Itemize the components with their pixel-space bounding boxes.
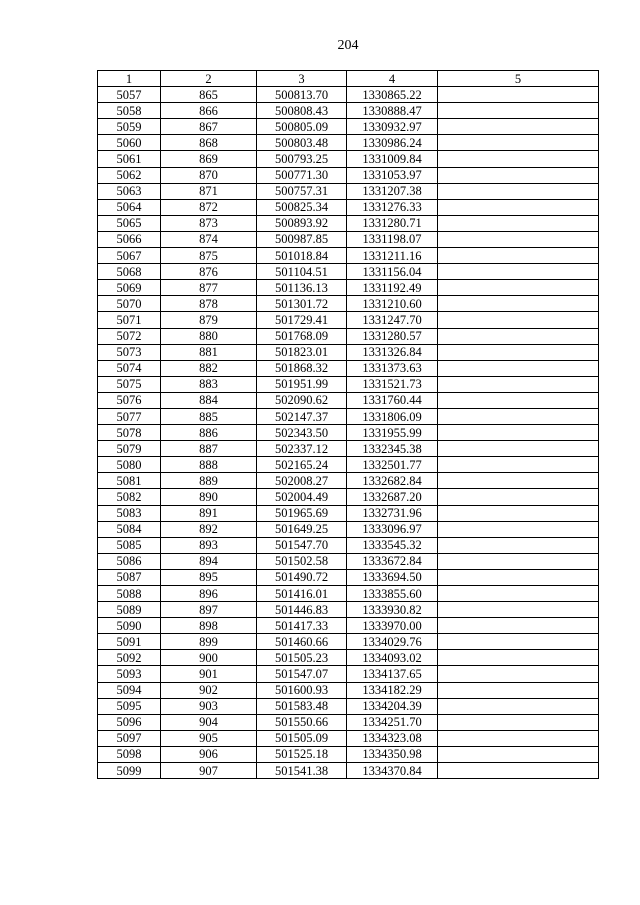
table-cell: 5080: [98, 457, 161, 473]
table-cell: 501446.83: [257, 602, 347, 618]
table-cell: 501018.84: [257, 248, 347, 264]
table-cell: 888: [161, 457, 257, 473]
table-cell: [438, 763, 599, 779]
table-cell: [438, 87, 599, 103]
table-cell: 502090.62: [257, 392, 347, 408]
table-cell: 5066: [98, 231, 161, 247]
table-cell: 5075: [98, 376, 161, 392]
table-cell: 868: [161, 135, 257, 151]
table-cell: 1334251.70: [347, 714, 438, 730]
table-cell: 5078: [98, 425, 161, 441]
table-cell: 871: [161, 183, 257, 199]
table-cell: 1332501.77: [347, 457, 438, 473]
table-cell: 904: [161, 714, 257, 730]
table-row: [98, 167, 599, 183]
table-cell: 501868.32: [257, 360, 347, 376]
table-cell: [438, 650, 599, 666]
table-cell: 1334182.29: [347, 682, 438, 698]
table-cell: 501460.66: [257, 634, 347, 650]
coordinates-table: [97, 70, 599, 779]
table-cell: 500803.48: [257, 135, 347, 151]
table-cell: 899: [161, 634, 257, 650]
table-cell: [438, 746, 599, 762]
column-header-5: 5: [438, 71, 599, 87]
table-cell: [438, 521, 599, 537]
column-header-1: 1: [98, 71, 161, 87]
table-cell: 900: [161, 650, 257, 666]
table-cell: [438, 312, 599, 328]
table-cell: 5098: [98, 746, 161, 762]
table-cell: 5081: [98, 473, 161, 489]
table-cell: 501505.23: [257, 650, 347, 666]
table-cell: 896: [161, 586, 257, 602]
table-cell: [438, 441, 599, 457]
table-cell: 5077: [98, 408, 161, 424]
table-cell: 878: [161, 296, 257, 312]
table-cell: 5086: [98, 553, 161, 569]
table-cell: [438, 183, 599, 199]
table-row: [98, 682, 599, 698]
table-cell: [438, 489, 599, 505]
column-header-4: 4: [347, 71, 438, 87]
table-cell: [438, 376, 599, 392]
table-cell: 5065: [98, 215, 161, 231]
table-cell: [438, 457, 599, 473]
table-cell: 502337.12: [257, 441, 347, 457]
table-cell: [438, 537, 599, 553]
table-cell: 881: [161, 344, 257, 360]
table-header-row: [98, 71, 599, 87]
table-cell: 5091: [98, 634, 161, 650]
table-row: [98, 296, 599, 312]
table-cell: 502004.49: [257, 489, 347, 505]
table-cell: 872: [161, 199, 257, 215]
table-cell: 5072: [98, 328, 161, 344]
table-cell: 501600.93: [257, 682, 347, 698]
table-row: [98, 231, 599, 247]
table-row: [98, 328, 599, 344]
table-row: [98, 119, 599, 135]
table-cell: 898: [161, 618, 257, 634]
table-cell: 500825.34: [257, 199, 347, 215]
table-cell: 1331211.16: [347, 248, 438, 264]
table-row: [98, 264, 599, 280]
table-cell: 501417.33: [257, 618, 347, 634]
table-cell: 1331760.44: [347, 392, 438, 408]
table-cell: 501525.18: [257, 746, 347, 762]
table-row: [98, 618, 599, 634]
table-cell: [438, 103, 599, 119]
table-row: [98, 505, 599, 521]
table-cell: 5092: [98, 650, 161, 666]
table-cell: 880: [161, 328, 257, 344]
table-cell: [438, 199, 599, 215]
table-cell: 869: [161, 151, 257, 167]
table-cell: 866: [161, 103, 257, 119]
table-cell: 501649.25: [257, 521, 347, 537]
table-cell: 501301.72: [257, 296, 347, 312]
table-cell: 1331009.84: [347, 151, 438, 167]
table-cell: 1334093.02: [347, 650, 438, 666]
table-cell: 1331280.57: [347, 328, 438, 344]
table-cell: [438, 730, 599, 746]
table-cell: 1331247.70: [347, 312, 438, 328]
table-cell: 5058: [98, 103, 161, 119]
table-cell: 5094: [98, 682, 161, 698]
table-cell: 889: [161, 473, 257, 489]
table-cell: 5060: [98, 135, 161, 151]
table-row: [98, 714, 599, 730]
table-row: [98, 569, 599, 585]
table-cell: 501583.48: [257, 698, 347, 714]
table-row: [98, 215, 599, 231]
table-cell: [438, 151, 599, 167]
table-row: [98, 408, 599, 424]
table-cell: 500757.31: [257, 183, 347, 199]
table-cell: [438, 682, 599, 698]
table-row: [98, 746, 599, 762]
table-cell: 501951.99: [257, 376, 347, 392]
table-cell: 867: [161, 119, 257, 135]
table-cell: [438, 408, 599, 424]
table-cell: 501547.70: [257, 537, 347, 553]
table-cell: 1330932.97: [347, 119, 438, 135]
table-cell: [438, 264, 599, 280]
table-cell: 5083: [98, 505, 161, 521]
page-number: 204: [337, 38, 359, 53]
table-cell: 5069: [98, 280, 161, 296]
table-cell: 501505.09: [257, 730, 347, 746]
table-cell: 1331326.84: [347, 344, 438, 360]
table-cell: 905: [161, 730, 257, 746]
table-cell: 897: [161, 602, 257, 618]
table-cell: 1334029.76: [347, 634, 438, 650]
table-cell: 5074: [98, 360, 161, 376]
table-cell: [438, 119, 599, 135]
table-cell: 1330986.24: [347, 135, 438, 151]
table-cell: 5084: [98, 521, 161, 537]
table-cell: [438, 231, 599, 247]
table-row: [98, 392, 599, 408]
table-cell: 5063: [98, 183, 161, 199]
table-cell: 5082: [98, 489, 161, 505]
table-cell: 501768.09: [257, 328, 347, 344]
table-row: [98, 586, 599, 602]
table-cell: 1334370.84: [347, 763, 438, 779]
table-cell: 500771.30: [257, 167, 347, 183]
table-cell: 887: [161, 441, 257, 457]
table-row: [98, 473, 599, 489]
table-cell: 501416.01: [257, 586, 347, 602]
table-row: [98, 151, 599, 167]
table-cell: 1334137.65: [347, 666, 438, 682]
table-cell: 1332345.38: [347, 441, 438, 457]
table-cell: 906: [161, 746, 257, 762]
table-cell: [438, 360, 599, 376]
table-cell: 1331806.09: [347, 408, 438, 424]
table-row: [98, 457, 599, 473]
table-cell: 892: [161, 521, 257, 537]
table-cell: 5093: [98, 666, 161, 682]
table-cell: 883: [161, 376, 257, 392]
table-cell: 500793.25: [257, 151, 347, 167]
table-cell: 1333855.60: [347, 586, 438, 602]
table-cell: 1332731.96: [347, 505, 438, 521]
table-cell: 1331276.33: [347, 199, 438, 215]
table-row: [98, 650, 599, 666]
table-cell: 1331192.49: [347, 280, 438, 296]
table-cell: 5067: [98, 248, 161, 264]
column-header-2: 2: [161, 71, 257, 87]
table-cell: 501502.58: [257, 553, 347, 569]
table-row: [98, 602, 599, 618]
table-cell: 885: [161, 408, 257, 424]
table-row: [98, 425, 599, 441]
table-cell: 890: [161, 489, 257, 505]
table-cell: 1333930.82: [347, 602, 438, 618]
table-cell: 502147.37: [257, 408, 347, 424]
table-cell: 903: [161, 698, 257, 714]
table-row: [98, 553, 599, 569]
table-cell: 874: [161, 231, 257, 247]
table-cell: 1331198.07: [347, 231, 438, 247]
table-row: [98, 634, 599, 650]
table-cell: 5088: [98, 586, 161, 602]
table-row: [98, 763, 599, 779]
table-cell: 1331210.60: [347, 296, 438, 312]
table-row: [98, 521, 599, 537]
table-cell: 500893.92: [257, 215, 347, 231]
table-cell: 1334204.39: [347, 698, 438, 714]
table-cell: 5087: [98, 569, 161, 585]
table-cell: [438, 135, 599, 151]
table-cell: 1333545.32: [347, 537, 438, 553]
table-cell: 1330888.47: [347, 103, 438, 119]
table-cell: [438, 634, 599, 650]
table-cell: 5061: [98, 151, 161, 167]
table-cell: 879: [161, 312, 257, 328]
table-cell: 1331156.04: [347, 264, 438, 280]
table-cell: [438, 392, 599, 408]
table-cell: [438, 553, 599, 569]
table-cell: 1333096.97: [347, 521, 438, 537]
table-row: [98, 183, 599, 199]
table-cell: 5070: [98, 296, 161, 312]
table-row: [98, 199, 599, 215]
table-cell: 1331955.99: [347, 425, 438, 441]
table-cell: [438, 167, 599, 183]
table-cell: 1331280.71: [347, 215, 438, 231]
table-cell: [438, 280, 599, 296]
table-cell: [438, 602, 599, 618]
table-cell: 1331207.38: [347, 183, 438, 199]
table-cell: 501729.41: [257, 312, 347, 328]
table-cell: 501550.66: [257, 714, 347, 730]
table-cell: 1330865.22: [347, 87, 438, 103]
table-row: [98, 441, 599, 457]
table-cell: [438, 505, 599, 521]
table-cell: 1333694.50: [347, 569, 438, 585]
table-cell: 873: [161, 215, 257, 231]
table-cell: 893: [161, 537, 257, 553]
table-cell: 891: [161, 505, 257, 521]
table-cell: 502165.24: [257, 457, 347, 473]
table-cell: [438, 296, 599, 312]
table-cell: 877: [161, 280, 257, 296]
table-cell: 501541.38: [257, 763, 347, 779]
table-cell: 875: [161, 248, 257, 264]
table-row: [98, 248, 599, 264]
column-header-3: 3: [257, 71, 347, 87]
table-cell: 5076: [98, 392, 161, 408]
table-row: [98, 537, 599, 553]
table-cell: 502008.27: [257, 473, 347, 489]
table-cell: 882: [161, 360, 257, 376]
table-row: [98, 344, 599, 360]
table-cell: [438, 248, 599, 264]
table-cell: 895: [161, 569, 257, 585]
table-cell: 5085: [98, 537, 161, 553]
table-cell: [438, 618, 599, 634]
table-cell: 5073: [98, 344, 161, 360]
table-row: [98, 103, 599, 119]
table-cell: 1332687.20: [347, 489, 438, 505]
table-cell: 5089: [98, 602, 161, 618]
table-cell: 5057: [98, 87, 161, 103]
table-cell: 1333672.84: [347, 553, 438, 569]
table-cell: 501823.01: [257, 344, 347, 360]
table-cell: [438, 586, 599, 602]
table-cell: 865: [161, 87, 257, 103]
table-cell: 886: [161, 425, 257, 441]
table-cell: 1334350.98: [347, 746, 438, 762]
table-cell: 500987.85: [257, 231, 347, 247]
table-row: [98, 698, 599, 714]
table-cell: 5059: [98, 119, 161, 135]
table-row: [98, 87, 599, 103]
table-cell: [438, 328, 599, 344]
table-cell: [438, 698, 599, 714]
table-body: [98, 87, 599, 779]
table-cell: 907: [161, 763, 257, 779]
table-row: [98, 666, 599, 682]
table-cell: 1333970.00: [347, 618, 438, 634]
table-cell: 1334323.08: [347, 730, 438, 746]
table-cell: 500808.43: [257, 103, 347, 119]
table-cell: 894: [161, 553, 257, 569]
table-cell: [438, 215, 599, 231]
table-cell: 5090: [98, 618, 161, 634]
table-cell: 501104.51: [257, 264, 347, 280]
table-cell: 5068: [98, 264, 161, 280]
table-cell: [438, 344, 599, 360]
table-row: [98, 280, 599, 296]
table-cell: 1332682.84: [347, 473, 438, 489]
table-cell: 870: [161, 167, 257, 183]
table-row: [98, 489, 599, 505]
table-cell: 502343.50: [257, 425, 347, 441]
table-row: [98, 730, 599, 746]
table-cell: 5062: [98, 167, 161, 183]
table-row: [98, 376, 599, 392]
table-cell: 501547.07: [257, 666, 347, 682]
table-cell: 5097: [98, 730, 161, 746]
table-cell: 501490.72: [257, 569, 347, 585]
table-cell: 5099: [98, 763, 161, 779]
table-row: [98, 135, 599, 151]
table-cell: 876: [161, 264, 257, 280]
table-cell: 1331053.97: [347, 167, 438, 183]
table-cell: [438, 666, 599, 682]
table-cell: 500813.70: [257, 87, 347, 103]
table-cell: [438, 714, 599, 730]
table-cell: 5064: [98, 199, 161, 215]
table-cell: 884: [161, 392, 257, 408]
table-cell: 5079: [98, 441, 161, 457]
table-row: [98, 312, 599, 328]
table-cell: 1331373.63: [347, 360, 438, 376]
table-cell: 5071: [98, 312, 161, 328]
table-cell: [438, 473, 599, 489]
table-cell: 902: [161, 682, 257, 698]
table-cell: [438, 569, 599, 585]
table-cell: 501965.69: [257, 505, 347, 521]
table-cell: 501136.13: [257, 280, 347, 296]
table-cell: 901: [161, 666, 257, 682]
table-cell: 5096: [98, 714, 161, 730]
table-cell: 500805.09: [257, 119, 347, 135]
table-cell: 5095: [98, 698, 161, 714]
table-cell: 1331521.73: [347, 376, 438, 392]
table-row: [98, 360, 599, 376]
table-cell: [438, 425, 599, 441]
